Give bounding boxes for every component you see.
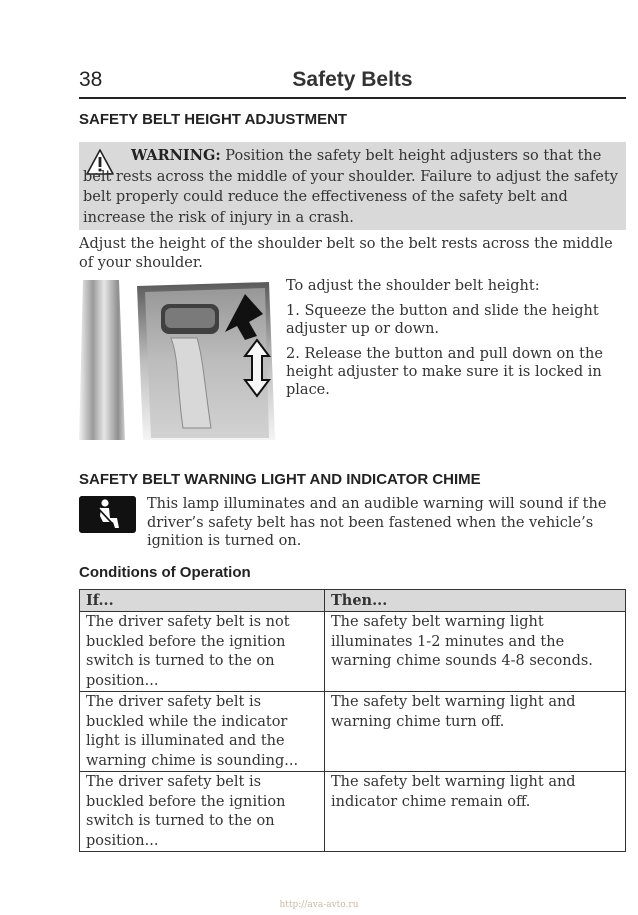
warning-body: Position the safety belt height adjusters so that the belt rests across the middle of your shoulder. Failure to adjust the safety belt properly could reduce the effectiveness of the safety belt and increase the risk of injury in a crash. — [83, 148, 618, 226]
table-cell-if: The driver safety belt is buckled before the ignition switch is turned to the on position... — [80, 772, 325, 852]
section-heading-warning-light: SAFETY BELT WARNING LIGHT AND INDICATOR CHIME — [79, 471, 481, 488]
section-heading-height-adjustment: SAFETY BELT HEIGHT ADJUSTMENT — [79, 111, 348, 128]
steps-intro: To adjust the shoulder belt height: — [286, 278, 540, 294]
table-cell-then: The safety belt warning light illuminates 1-2 minutes and the warning chime sounds 4-8 seconds. — [325, 612, 626, 692]
table-cell-if: The driver safety belt is buckled while the indicator light is illuminated and the warning chime is sounding... — [80, 692, 325, 772]
table-header-row — [80, 590, 626, 612]
footer-url[interactable]: http://ava-avto.ru — [279, 900, 359, 910]
warning-box — [79, 142, 626, 230]
warning-text — [83, 146, 625, 228]
table-row — [80, 772, 626, 852]
table-cell-then: The safety belt warning light and warning chime turn off. — [325, 692, 626, 772]
conditions-heading: Conditions of Operation — [79, 564, 251, 581]
conditions-table — [79, 589, 626, 852]
warning-label: WARNING: — [131, 147, 221, 164]
table-row — [80, 692, 626, 772]
column-header-then: Then... — [325, 590, 626, 612]
header-rule — [79, 97, 626, 99]
step-2: 2. Release the button and pull down on the height adjuster to make sure it is locked in place. — [286, 346, 603, 398]
table-cell-then: The safety belt warning light and indicator chime remain off. — [325, 772, 626, 852]
table-row — [80, 612, 626, 692]
seat-belt-warning-icon — [79, 496, 136, 533]
step-1: 1. Squeeze the button and slide the height adjuster up or down. — [286, 303, 599, 337]
warning-light-description: This lamp illuminates and an audible warning will sound if the driver’s safety belt has not been fastened when the vehicle’s ignition is turned on. — [147, 496, 607, 549]
table-cell-if: The driver safety belt is not buckled before the ignition switch is turned to the on position... — [80, 612, 325, 692]
intro-paragraph: Adjust the height of the shoulder belt so the belt rests across the middle of your shoulder. — [79, 236, 613, 271]
page-number: 38 — [79, 68, 103, 91]
belt-height-adjuster-illustration — [79, 278, 275, 440]
chapter-title: Safety Belts — [292, 68, 413, 91]
page-header — [79, 68, 626, 98]
column-header-if: If... — [80, 590, 325, 612]
